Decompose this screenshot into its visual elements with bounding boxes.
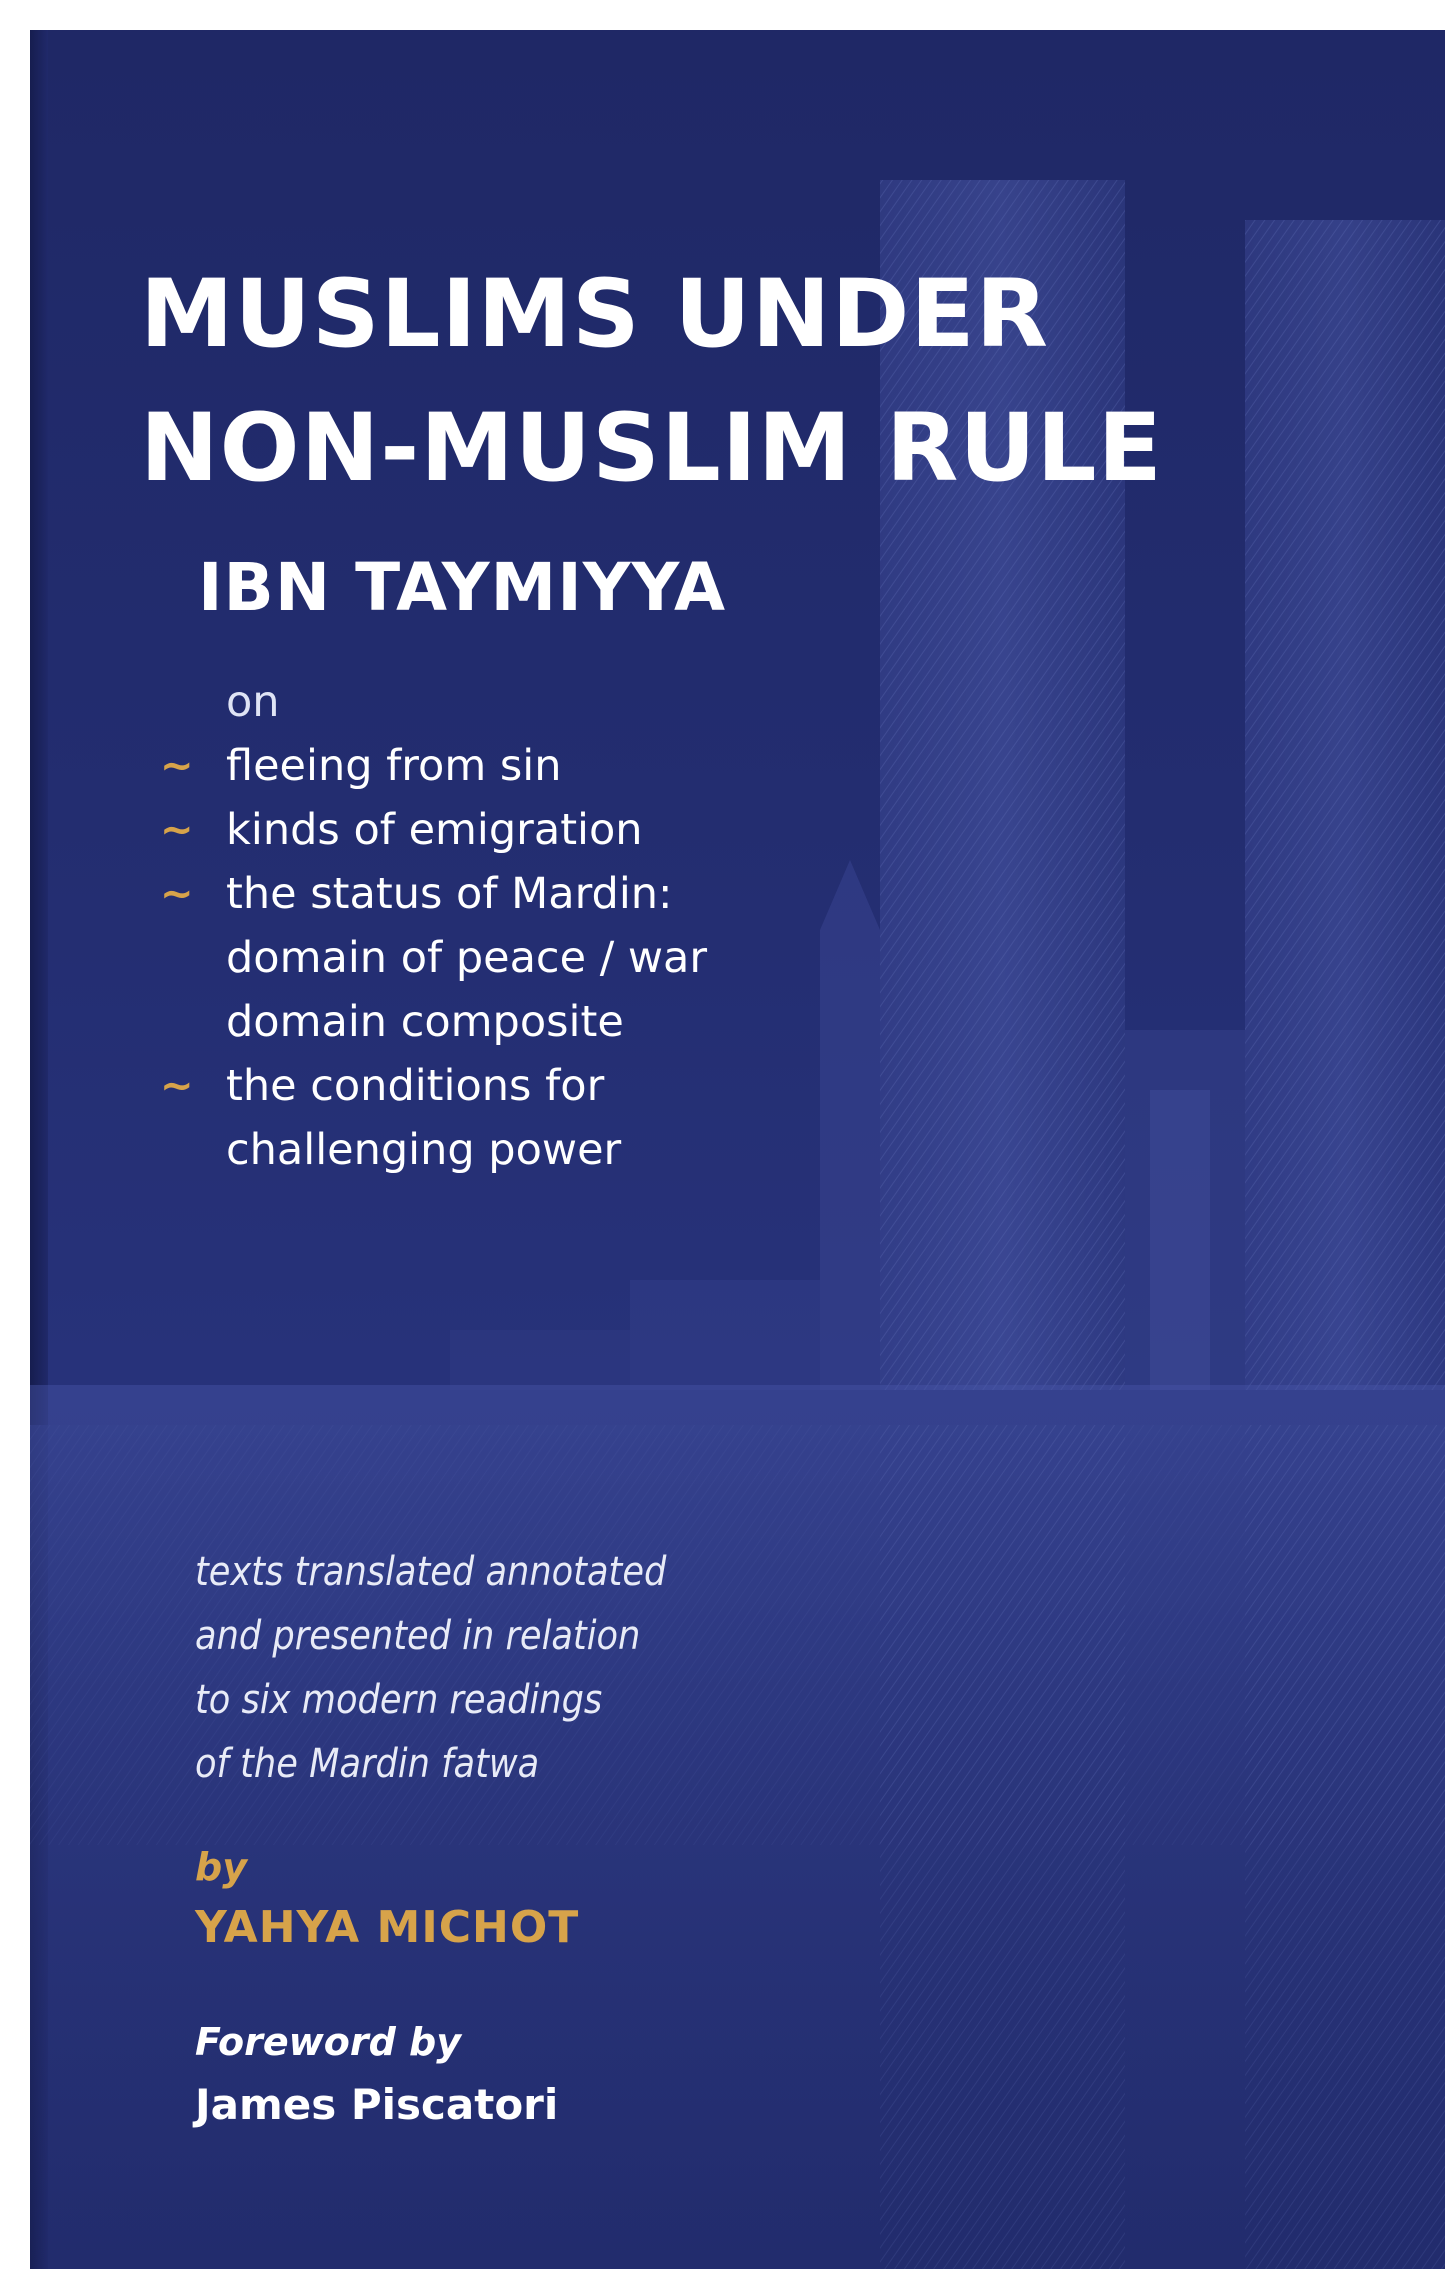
description-block — [195, 1540, 666, 1796]
topic-line: the conditions for — [226, 1061, 605, 1111]
subject-name: IBN TAYMIYYA — [198, 549, 727, 626]
title-line-2: NON-MUSLIM RULE — [140, 394, 1163, 503]
topic-line: kinds of emigration — [226, 805, 643, 855]
topic-line: the status of Mardin: — [226, 869, 673, 919]
topic-item — [130, 798, 707, 862]
description-line: and presented in relation — [195, 1613, 641, 1659]
description-line: to six modern readings — [195, 1677, 603, 1723]
tilde-bullet-icon: ~ — [160, 743, 194, 789]
topic-item — [130, 734, 707, 798]
topic-line: fleeing from sin — [226, 741, 562, 791]
tilde-bullet-icon: ~ — [160, 807, 194, 853]
description-line: texts translated annotated — [195, 1549, 667, 1595]
book-cover — [30, 30, 1445, 2269]
topic-item — [130, 1054, 707, 1182]
tilde-bullet-icon: ~ — [160, 1063, 194, 1109]
topic-line: challenging power — [226, 1125, 622, 1175]
topic-line: domain composite — [226, 997, 624, 1047]
author-name: YAHYA MICHOT — [195, 1902, 580, 1953]
on-label: on — [226, 677, 280, 727]
foreword-author-name: James Piscatori — [195, 2080, 559, 2129]
tilde-bullet-icon: ~ — [160, 871, 194, 917]
topics-list — [130, 670, 707, 1182]
by-label: by — [195, 1845, 247, 1889]
topic-line: domain of peace / war — [226, 933, 708, 983]
title-line-1: MUSLIMS UNDER — [140, 260, 1050, 369]
topic-item — [130, 862, 707, 1054]
foreword-label: Foreword by — [195, 2020, 461, 2064]
description-line: of the Mardin fatwa — [195, 1741, 540, 1787]
